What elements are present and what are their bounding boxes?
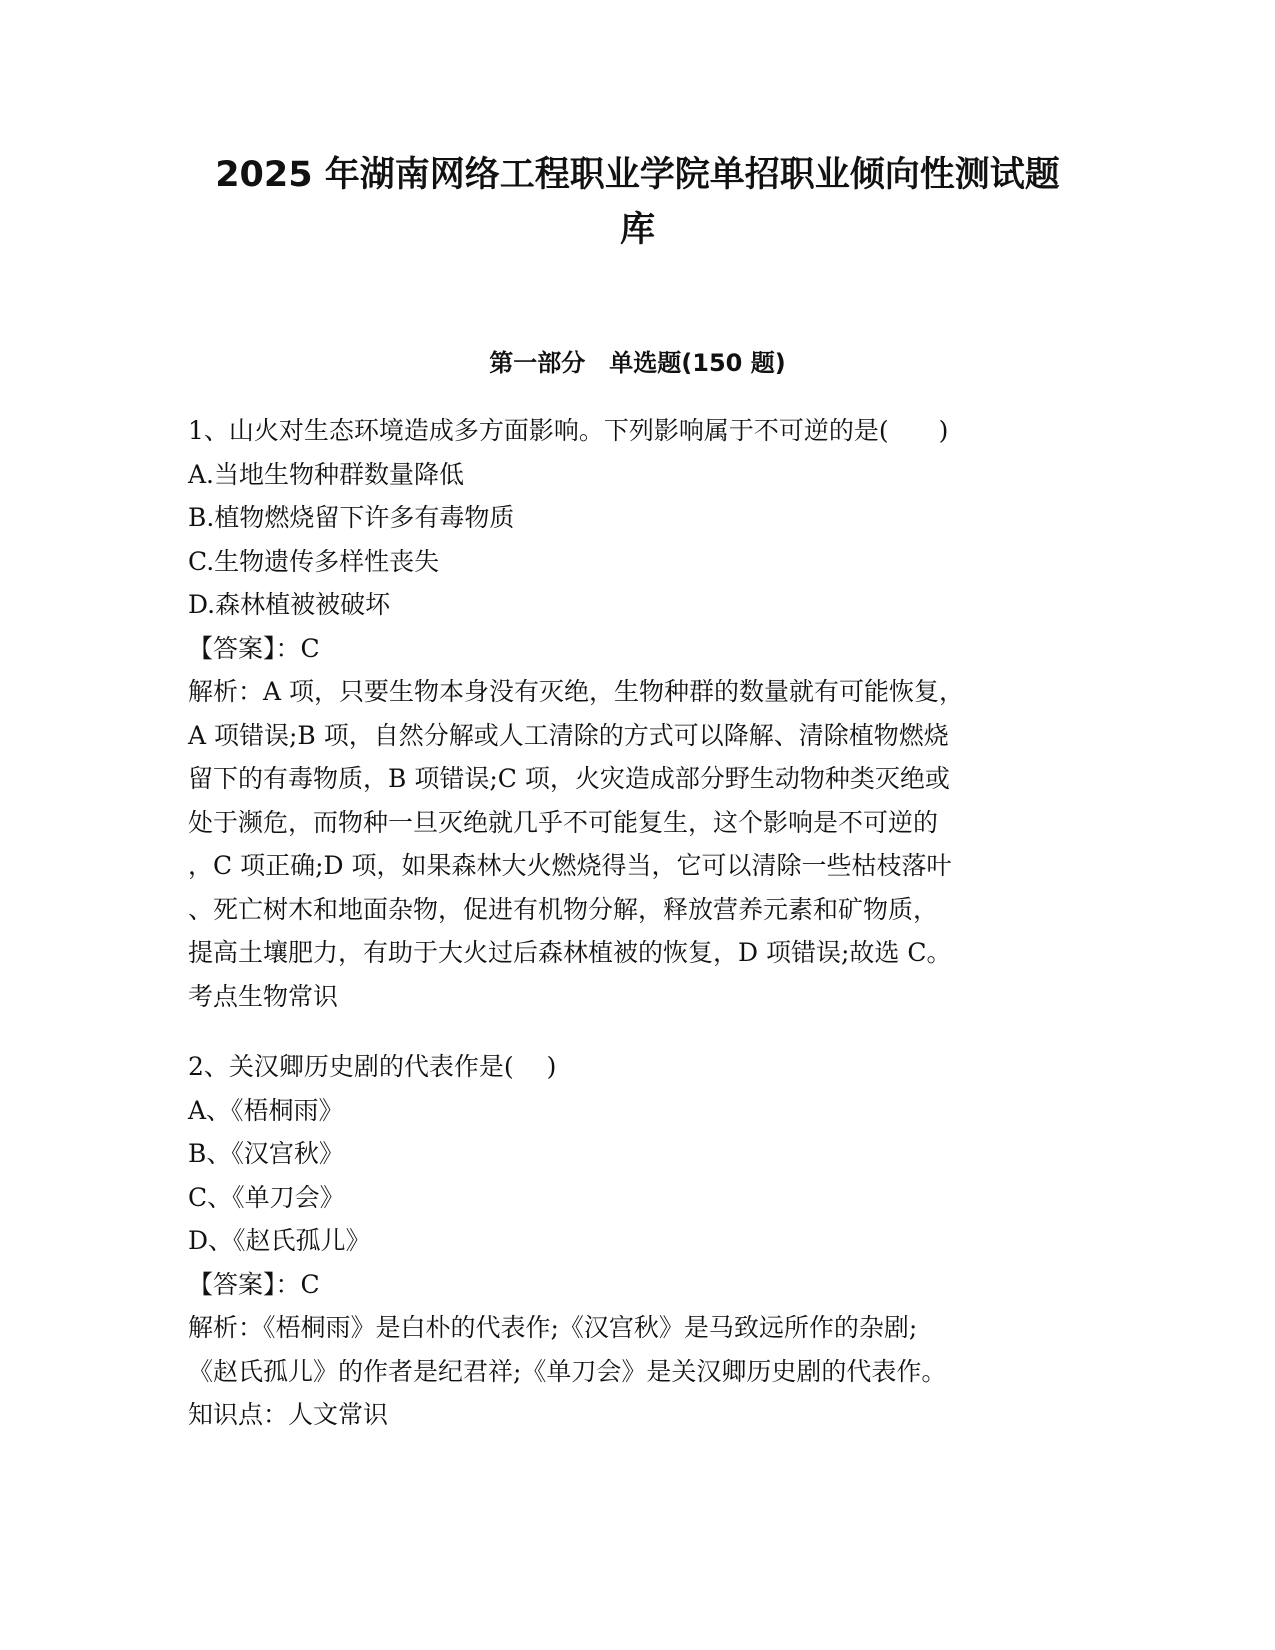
explanation-line: 解析：A 项，只要生物本身没有灭绝，生物种群的数量就有可能恢复，	[188, 677, 965, 706]
option-c: C、《单刀会》	[188, 1182, 345, 1212]
explanation-line: ，C 项正确;D 项，如果森林大火燃烧得当，它可以清除一些枯枝落叶	[188, 851, 952, 880]
option-b: B.植物燃烧留下许多有毒物质	[188, 503, 515, 532]
explanation-line: 知识点：人文常识	[188, 1400, 389, 1429]
answer-line: 【答案】：C	[188, 1269, 320, 1299]
option-a: A、《梧桐雨》	[188, 1095, 344, 1125]
option-c: C.生物遗传多样性丧失	[188, 546, 440, 576]
option-d: D、《赵氏孤儿》	[188, 1226, 371, 1255]
option-a: A.当地生物种群数量降低	[188, 459, 465, 489]
question-stem: 1、山火对生态环境造成多方面影响。下列影响属于不可逆的是( )	[188, 416, 949, 445]
explanation-line: 提高土壤肥力，有助于大火过后森林植被的恢复，D 项错误;故选 C。	[188, 938, 952, 967]
explanation-line: 解析：《梧桐雨》是白朴的代表作;《汉宫秋》是马致远所作的杂剧;	[188, 1313, 918, 1342]
document-title-line-2: 库	[619, 210, 655, 250]
explanation-line: 处于濒危，而物种一旦灭绝就几乎不可能复生，这个影响是不可逆的	[188, 807, 939, 837]
explanation-line: A 项错误;B 项，自然分解或人工清除的方式可以降解、清除植物燃烧	[188, 720, 949, 750]
question-2	[188, 1045, 1078, 1437]
explanation-line: 《赵氏孤儿》的作者是纪君祥;《单刀会》是关汉卿历史剧的代表作。	[188, 1356, 947, 1386]
explanation-line: 考点生物常识	[188, 981, 339, 1011]
answer-line: 【答案】：C	[188, 633, 320, 663]
document-title-line-1: 2025 年湖南网络工程职业学院单招职业倾向性测试题	[215, 155, 1060, 195]
explanation-line: 、死亡树木和地面杂物，促进有机物分解，释放营养元素和矿物质，	[188, 894, 939, 924]
explanation-line: 留下的有毒物质，B 项错误;C 项，火灾造成部分野生动物种类灭绝或	[188, 764, 950, 793]
option-d: D.森林植被被破坏	[188, 590, 391, 619]
question-stem: 2、关汉卿历史剧的代表作是( )	[188, 1052, 557, 1081]
option-b: B、《汉宫秋》	[188, 1139, 344, 1168]
question-1	[188, 409, 1078, 1018]
section-heading: 第一部分 单选题(150 题)	[489, 349, 786, 377]
